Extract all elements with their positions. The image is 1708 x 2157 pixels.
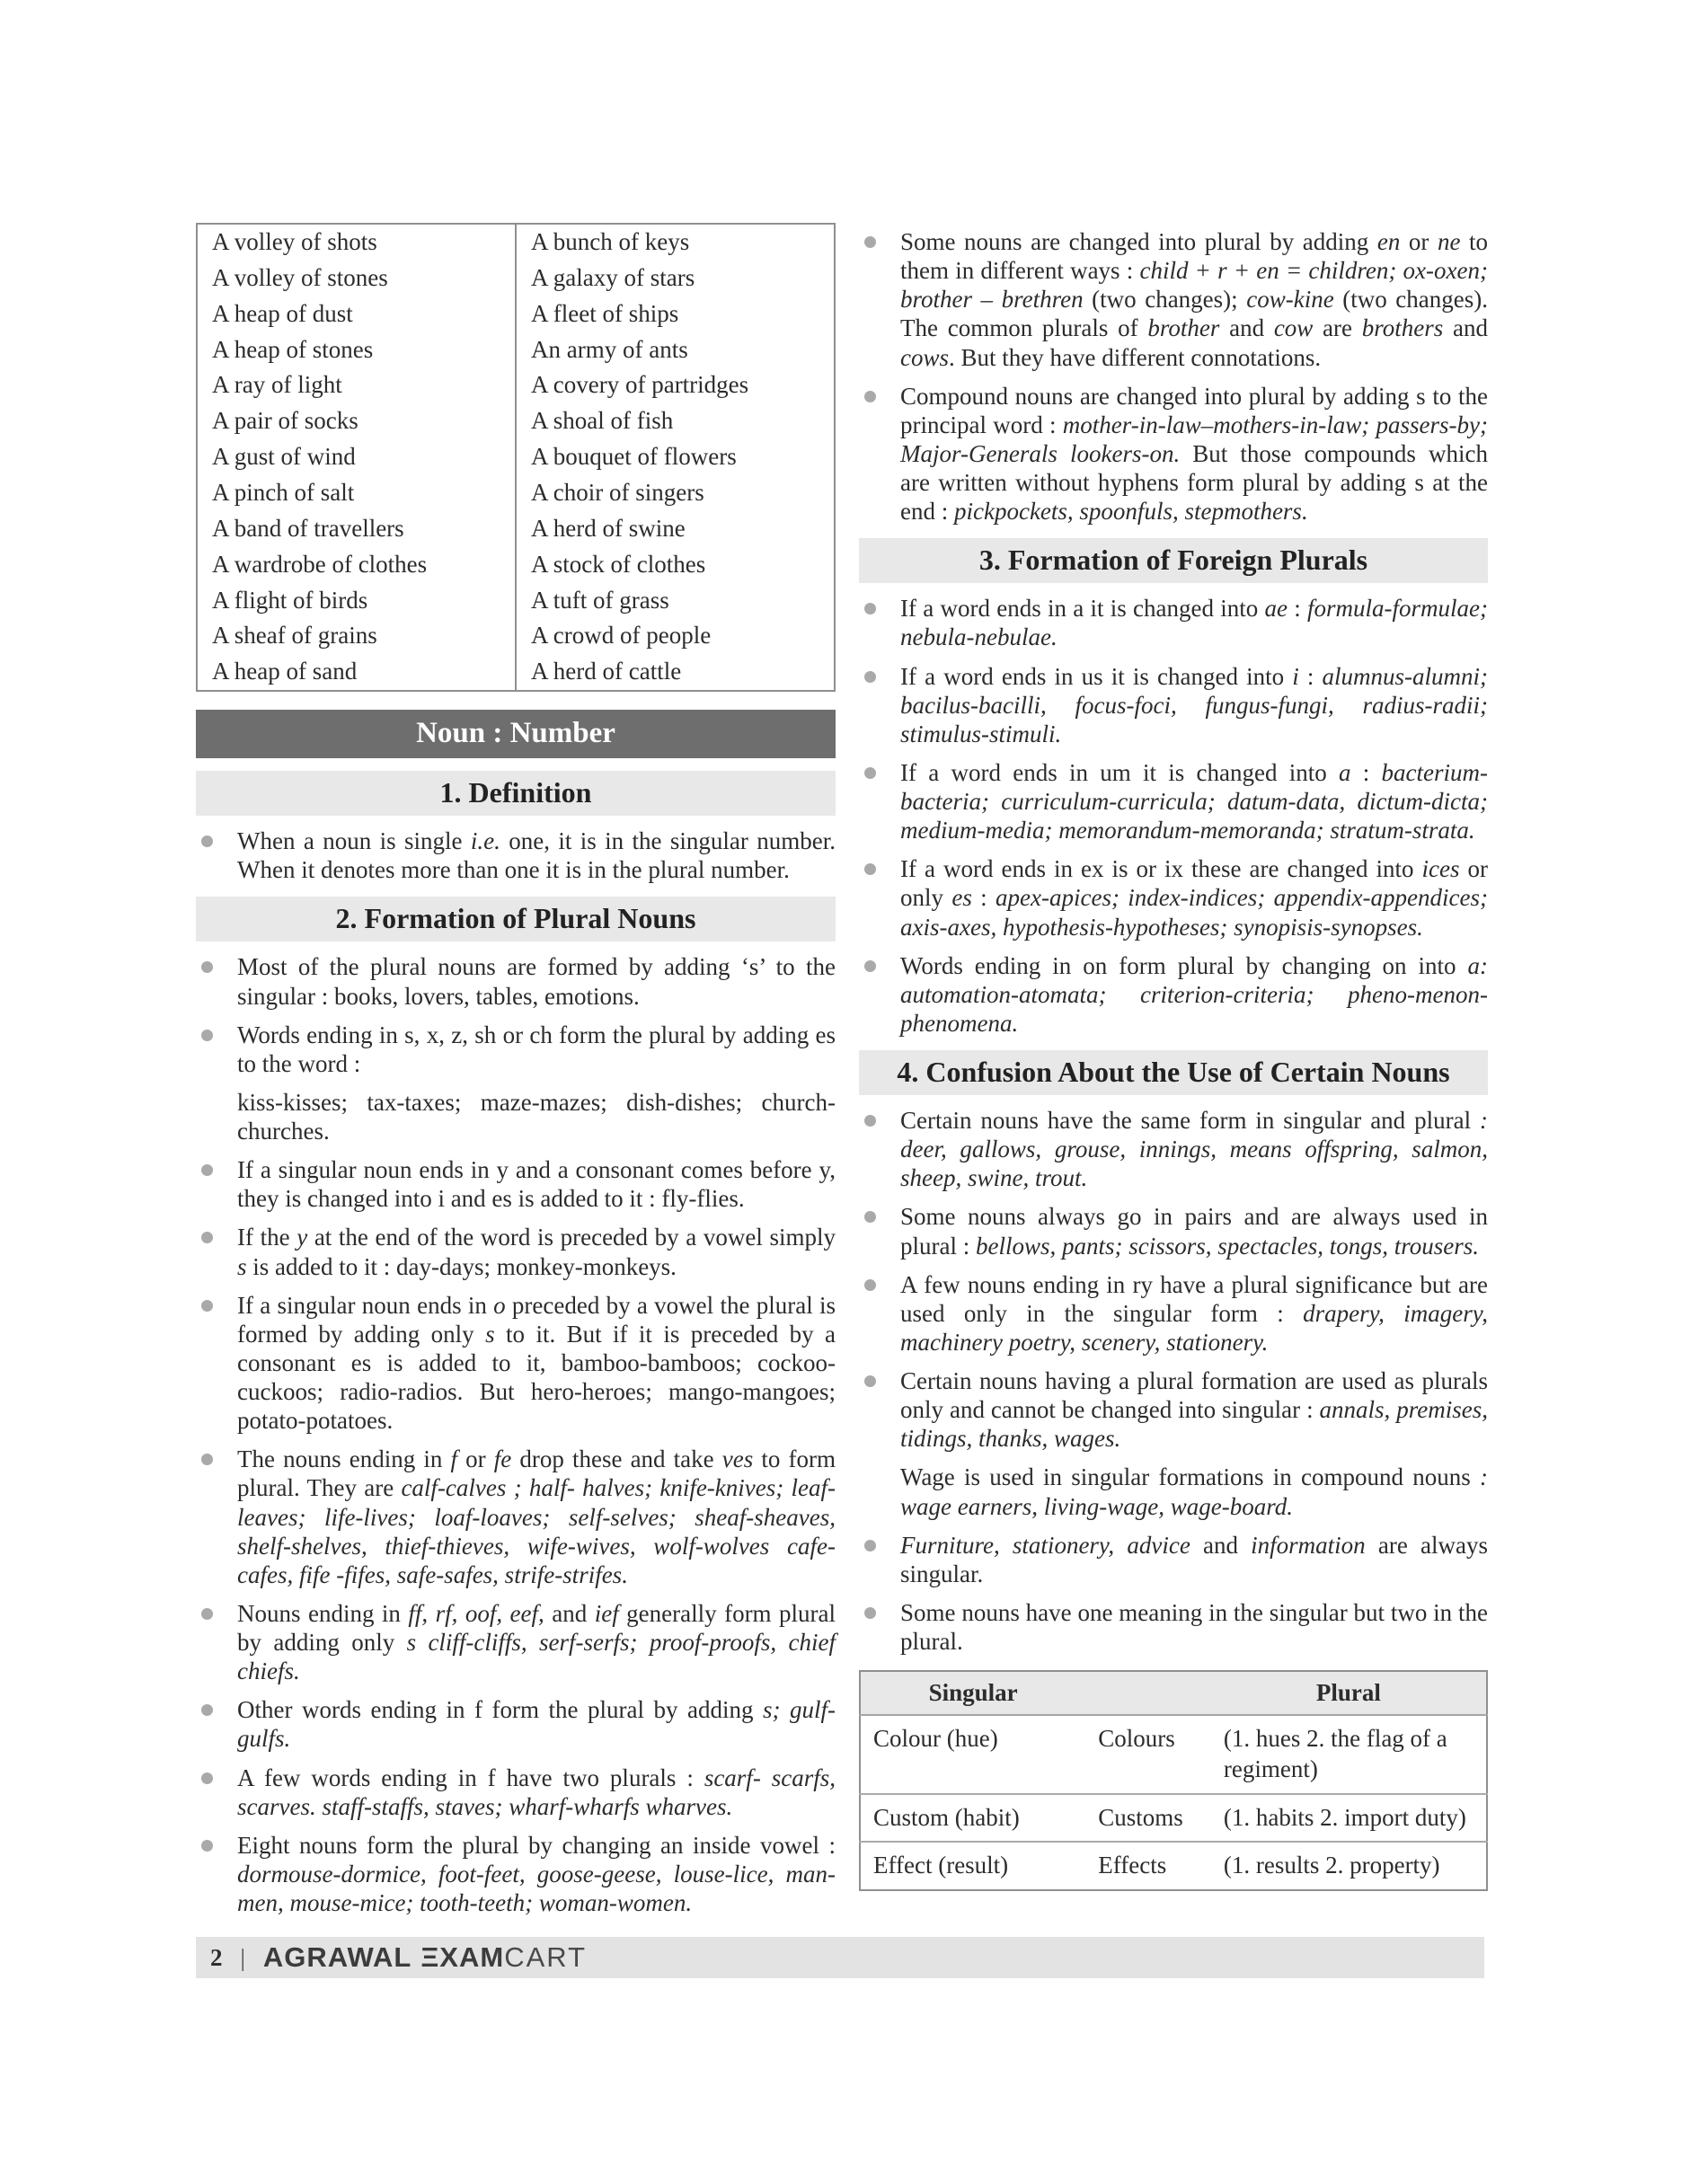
paragraph-text: Eight nouns form the plural by changing an inside vowel : dormouse-dormice, foot-feet, goose-geese, louse-lice, man-men, mouse-mice; tooth-teeth; woman-women. [237,1831,836,1917]
bullet-item [196,1223,836,1280]
continuation-paragraph [859,1463,1488,1520]
table-row [860,1842,1487,1890]
table-row [197,511,835,547]
collective-noun-left: A volley of shots [197,224,516,261]
collective-noun-left: A heap of sand [197,654,516,691]
bullet-item [196,1445,836,1589]
collective-noun-right: A choir of singers [531,479,704,507]
right-column [859,217,1488,1891]
paragraph-text: Most of the plural nouns are formed by adding ‘s’ to the singular : books, lovers, tables, emotions. [237,953,836,1010]
section-heading: 4. Confusion About the Use of Certain Nouns [859,1050,1488,1095]
table-row [197,618,835,654]
paragraph-text: Certain nouns have the same form in singular and plural : deer, gallows, grouse, innings, means offspring, salmon, sheep, swine, trout. [900,1107,1488,1192]
plural-meanings-cell: (1. hues 2. the flag of a regiment) [1223,1725,1447,1782]
paragraph-text: kiss-kisses; tax-taxes; maze-mazes; dish-dishes; church-churches. [237,1088,836,1145]
section-heading: 1. Definition [196,771,836,816]
chapter-heading: Noun : Number [196,710,836,758]
page-footer [196,1937,1484,1978]
collective-noun-right: A bunch of keys [531,228,690,255]
bullet-icon [864,1375,876,1387]
bullet-icon [864,1115,876,1127]
footer-divider: | [240,1943,245,1971]
paragraph-text: Nouns ending in ff, rf, oof, eef, and ief generally form plural by adding only s cliff-cliffs, serf-serfs; proof-proofs, chief chiefs. [237,1599,836,1685]
table-row [197,224,835,261]
bullet-icon [864,603,876,614]
bullet-item [859,594,1488,651]
paragraph-text: If a singular noun ends in o preceded by a vowel the plural is formed by adding only s to it. But if it is preceded by a consonant es is added to it, bamboo-bamboos; cockoo-cuckoos; radio-radios. But hero-heroes; mango-mangoes; potato-potatoes. [237,1291,836,1435]
bullet-item [859,1366,1488,1453]
bullet-item [196,1599,836,1685]
paragraph-text: Some nouns always go in pairs and are always used in plural : bellows, pants; scissors, spectacles, tongs, trousers. [900,1203,1488,1260]
collective-noun-left: A sheaf of grains [197,618,516,654]
collective-noun-left: A ray of light [197,367,516,403]
collective-noun-right: A fleet of ships [531,299,679,327]
collective-noun-left: A gust of wind [197,439,516,475]
bullet-item [859,1598,1488,1656]
brand-logo [263,1941,587,1974]
paragraph-text: Wage is used in singular formations in compound nouns : wage earners, living-wage, wage-board. [900,1463,1488,1520]
paragraph-text: Words ending in on form plural by changing on into a: automation-atomata; criterion-criteria; pheno-menon-phenomena. [900,951,1488,1037]
bullet-item [196,1021,836,1078]
right-column-content [859,227,1488,1656]
table-row [197,296,835,332]
header-singular: Singular [860,1671,1085,1715]
bullet-icon [864,863,876,875]
bullet-item [859,1106,1488,1192]
table-row [197,332,835,368]
collective-noun-left: A heap of dust [197,296,516,332]
collective-noun-left: A pinch of salt [197,475,516,511]
collective-noun-left: A flight of birds [197,583,516,619]
bullet-icon [864,1211,876,1223]
singular-plural-header [860,1671,1487,1715]
plural-meanings-cell: (1. habits 2. import duty) [1211,1794,1487,1843]
paragraph-text: Some nouns have one meaning in the singular but two in the plural. [900,1598,1488,1655]
paragraph-text: If the y at the end of the word is preceded by a vowel simply s is added to it : day-days; monkey-monkeys. [237,1224,836,1280]
singular-cell: Effect (result) [860,1842,1085,1890]
bullet-icon [201,1608,213,1620]
paragraph-text: Compound nouns are changed into plural by adding s to the principal word : mother-in-law–mothers-in-law; passers-by; Major-Generals lookers-on. But those compounds which are written without hyphens form plural by adding s at the end : pickpockets, spoonfuls, stepmothers. [900,382,1488,526]
collective-noun-left: A heap of stones [197,332,516,368]
bullet-item [196,1695,836,1753]
bullet-icon [864,1279,876,1291]
table-row [197,583,835,619]
paragraph-text: Other words ending in f form the plural by adding s; gulf-gulfs. [237,1696,836,1753]
collective-noun-right: A shoal of fish [531,407,674,435]
table-row [197,367,835,403]
bullet-icon [864,1607,876,1619]
bullet-item [859,1270,1488,1357]
table-row [197,547,835,583]
bullet-icon [864,671,876,683]
bullet-item [859,1202,1488,1260]
bullet-icon [864,1540,876,1551]
plural-meanings-cell: (1. results 2. property) [1211,1842,1487,1890]
section-heading: 3. Formation of Foreign Plurals [859,538,1488,583]
collective-noun-right: A covery of partridges [531,371,749,399]
paragraph-text: Words ending in s, x, z, sh or ch form the plural by adding es to the word : [237,1021,836,1077]
collective-noun-right: A bouquet of flowers [531,443,737,471]
collective-nouns-table [196,223,836,692]
paragraph-text: If a singular noun ends in y and a consonant comes before y, they is changed into i and es is added to it : fly-flies. [237,1156,836,1213]
singular-cell: Colour (hue) [873,1725,998,1753]
bullet-icon [864,236,876,248]
section-heading: 2. Formation of Plural Nouns [196,897,836,941]
plural-word-cell: Customs [1085,1794,1211,1843]
bullet-item [859,227,1488,372]
bullet-item [859,1531,1488,1588]
paragraph-text: When a noun is single i.e. one, it is in the singular number. When it denotes more than one it is in the plural number. [237,827,836,884]
collective-noun-right: A tuft of grass [531,586,669,614]
bullet-icon [201,1454,213,1465]
brand-agrawal: AGRAWAL [262,1941,412,1973]
paragraph-text: If a word ends in um it is changed into a : bacterium-bacteria; curriculum-curricula; datum-data, dictum-dicta; medium-media; memorandum-memoranda; stratum-strata. [900,758,1488,844]
collective-noun-right: An army of ants [531,335,688,363]
table-row [860,1794,1487,1843]
left-column-content [196,710,836,1917]
header-plural: Plural [1211,1671,1487,1715]
paragraph-text: Furniture, stationery, advice and information are always singular. [900,1531,1488,1587]
singular-plural-rows [860,1715,1487,1890]
bullet-icon [864,391,876,402]
table-row [197,439,835,475]
brand-exam: ΞXAM [420,1941,505,1973]
paragraph-text: If a word ends in us it is changed into i : alumnus-alumni; bacilus-bacilli, focus-foci, fungus-fungi, radius-radii; stimulus-stimuli. [900,662,1488,747]
bullet-item [859,382,1488,526]
bullet-icon [201,1232,213,1243]
table-row [860,1715,1487,1794]
bullet-icon [201,1840,213,1852]
singular-cell: Custom (habit) [860,1794,1085,1843]
bullet-icon [201,1164,213,1176]
brand-cart: CART [504,1941,588,1973]
bullet-item [859,758,1488,844]
bullet-item [196,1764,836,1821]
paragraph-text: Some nouns are changed into plural by adding en or ne to them in different ways : child + r + en = children; ox-oxen; brother – brethren (two changes); cow-kine (two changes). The common plurals of brother and cow are brothers and cows. But they have different connotations. [900,228,1488,371]
collective-noun-left: A volley of stones [197,261,516,296]
bullet-icon [201,1772,213,1784]
header-spacer [1085,1671,1211,1715]
collective-noun-left: A band of travellers [197,511,516,547]
bullet-item [859,951,1488,1038]
collective-noun-left: A wardrobe of clothes [197,547,516,583]
bullet-item [196,1831,836,1917]
paragraph-text: A few words ending in f have two plurals : scarf- scarfs, scarves. staff-staffs, staves; wharf-wharfs wharves. [237,1764,836,1820]
paragraph-text: Certain nouns having a plural formation are used as plurals only and cannot be changed into singular : annals, premises, tidings, thanks, wages. [900,1367,1489,1453]
collective-noun-right: A galaxy of stars [531,263,695,291]
table-row [197,261,835,296]
bullet-item [196,1155,836,1213]
plural-word-cell: Colours [1098,1725,1175,1753]
collective-noun-right: A herd of swine [531,514,686,542]
page-number: 2 [210,1943,223,1971]
left-column [196,223,836,1927]
plural-word-cell: Effects [1085,1842,1211,1890]
bullet-item [859,854,1488,941]
collective-nouns-rows [197,224,835,691]
table-header-row [860,1671,1487,1715]
paragraph-text: The nouns ending in f or fe drop these and take ves to form plural. They are calf-calves ; half- halves; knife-knives; leaf-leaves; life-lives; loaf-loaves; self-selves; sheaf-sheaves, shelf-shelves, thief-thieves, wife-wives, wolf-wolves cafe-cafes, fife -fifes, safe-safes, strife-strifes. [237,1445,836,1588]
bullet-icon [864,767,876,779]
bullet-icon [201,961,213,973]
bullet-icon [864,960,876,972]
singular-plural-table [859,1670,1488,1891]
paragraph-text: A few nouns ending in ry have a plural significance but are used only in the singular form : drapery, imagery, machinery poetry, scenery, stationery. [900,1270,1489,1356]
table-row [197,654,835,691]
table-row [197,475,835,511]
bullet-icon [201,1030,213,1041]
bullet-item [859,662,1488,748]
collective-noun-right: A stock of clothes [531,550,706,578]
bullet-icon [201,835,213,847]
collective-noun-right: A herd of cattle [531,658,682,685]
bullet-item [196,952,836,1010]
continuation-paragraph [196,1088,836,1145]
bullet-icon [201,1704,213,1716]
collective-noun-right: A crowd of people [531,622,712,650]
bullet-item [196,827,836,884]
paragraph-text: If a word ends in a it is changed into ae : formula-formulae; nebula-nebulae. [900,595,1488,651]
paragraph-text: If a word ends in ex is or ix these are changed into ices or only es : apex-apices; index-indices; appendix-appendices; axis-axes, hypothesis-hypotheses; synopisis-synopses. [900,855,1488,941]
bullet-item [196,1291,836,1436]
collective-noun-left: A pair of socks [197,403,516,439]
table-row [197,403,835,439]
bullet-icon [201,1300,213,1312]
